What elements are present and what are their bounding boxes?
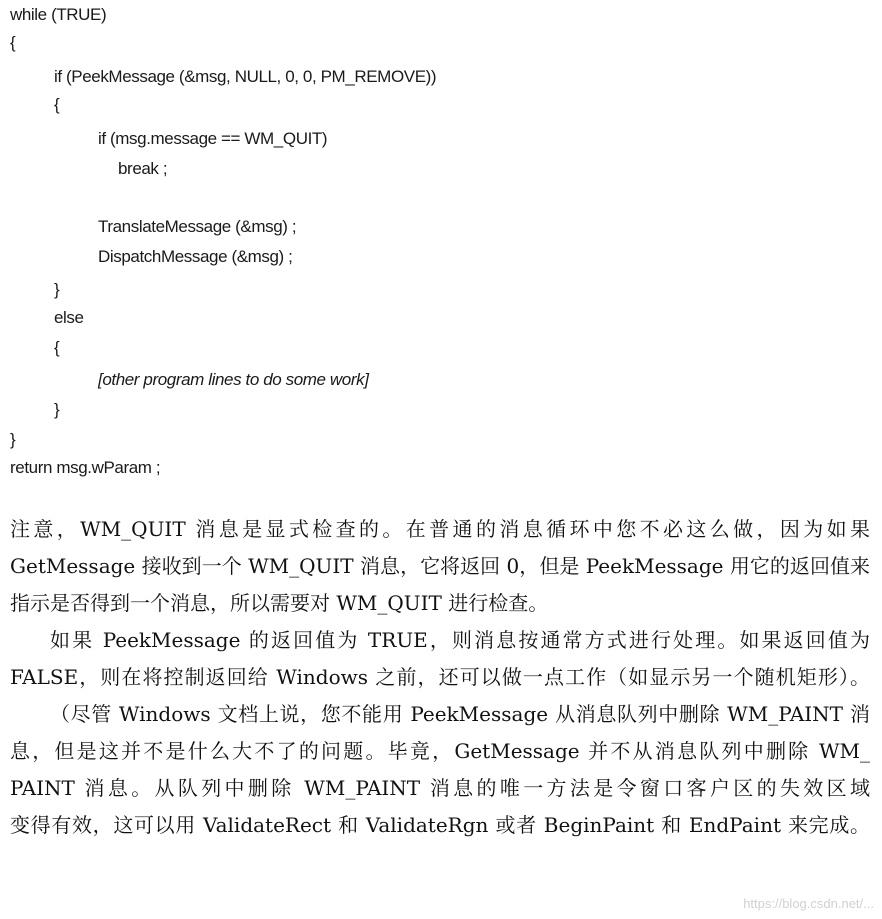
code-line: } <box>54 280 60 299</box>
code-line: DispatchMessage (&msg) ; <box>98 247 293 266</box>
code-line: else <box>54 308 84 327</box>
code-line: } <box>54 400 60 419</box>
code-line: } <box>10 430 16 449</box>
paragraph-line: 指示是否得到一个消息，所以需要对 WM_QUIT 进行检查。 <box>10 591 549 615</box>
paragraph <box>10 622 870 696</box>
code-line: TranslateMessage (&msg) ; <box>98 217 297 236</box>
paragraph-line: 注意，WM_QUIT 消息是显式检查的。在普通的消息循环中您不必这么做，因为如果 <box>10 517 870 541</box>
paragraph-line: 如果 PeekMessage 的返回值为 TRUE，则消息按通常方式进行处理。如果返回值为 <box>50 628 870 652</box>
code-line: return msg.wParam ; <box>10 458 161 477</box>
paragraph-line: GetMessage 接收到一个 WM_QUIT 消息，它将返回 0，但是 PeekMessage 用它的返回值来 <box>10 554 870 578</box>
paragraph <box>10 696 870 844</box>
code-line: { <box>54 338 60 357</box>
code-line: if (msg.message == WM_QUIT) <box>98 129 328 148</box>
code-line: break ; <box>118 159 168 178</box>
paragraph <box>10 511 870 622</box>
paragraph-line: PAINT 消息。从队列中删除 WM_PAINT 消息的唯一方法是令窗口客户区的失效区域 <box>10 776 870 800</box>
code-line: { <box>10 33 16 52</box>
paragraph-line: （尽管 Windows 文档上说，您不能用 PeekMessage 从消息队列中删除 WM_PAINT 消 <box>50 702 870 726</box>
code-line: [other program lines to do some work] <box>98 370 369 389</box>
body-text <box>10 511 870 844</box>
code-line: if (PeekMessage (&msg, NULL, 0, 0, PM_REMOVE)) <box>54 67 437 86</box>
paragraph-line: FALSE，则在将控制返回给 Windows 之前，还可以做一点工作（如显示另一个随机矩形）。 <box>10 665 870 689</box>
code-line: while (TRUE) <box>10 5 107 24</box>
paragraph-line: 息，但是这并不是什么大不了的问题。毕竟，GetMessage 并不从消息队列中删除 WM_ <box>10 739 870 763</box>
watermark: https://blog.csdn.net/... <box>743 896 874 911</box>
code-line: { <box>54 95 60 114</box>
paragraph-line: 变得有效，这可以用 ValidateRect 和 ValidateRgn 或者 BeginPaint 和 EndPaint 来完成。 <box>10 813 870 837</box>
